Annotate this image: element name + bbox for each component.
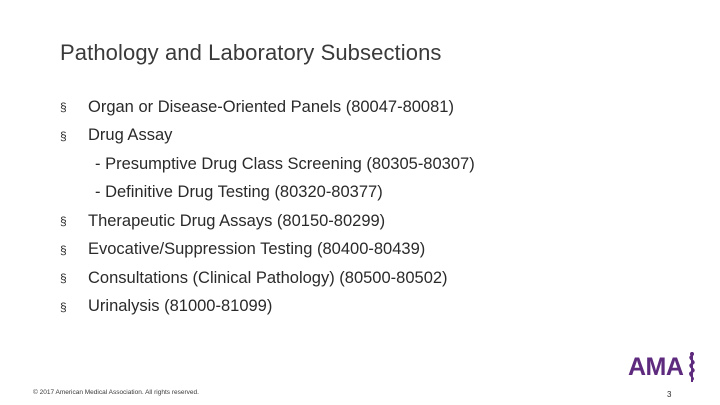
bullet-text: Organ or Disease-Oriented Panels (80047-80081) (88, 97, 454, 116)
bullet-item (60, 122, 680, 151)
bullet-marker: § (60, 214, 67, 229)
bullet-list (60, 93, 680, 321)
copyright-footer: © 2017 American Medical Association. All rights reserved. (33, 389, 199, 396)
logo-text: AMA (628, 353, 684, 381)
sub-bullet-text: - Definitive Drug Testing (80320-80377) (95, 183, 383, 202)
staff-of-asclepius-icon (684, 350, 700, 384)
bullet-item (60, 236, 680, 265)
bullet-marker: § (60, 299, 67, 314)
bullet-marker: § (60, 271, 67, 286)
bullet-text: Therapeutic Drug Assays (80150-80299) (88, 211, 386, 230)
sub-bullet-item (60, 179, 680, 208)
bullet-text: Urinalysis (81000-81099) (88, 297, 273, 316)
slide-title: Pathology and Laboratory Subsections (60, 40, 442, 65)
bullet-item (60, 293, 680, 322)
bullet-marker: § (60, 100, 67, 115)
page-number: 3 (667, 390, 672, 399)
bullet-marker: § (60, 242, 67, 257)
bullet-item (60, 264, 680, 293)
bullet-item (60, 93, 680, 122)
bullet-text: Drug Assay (88, 126, 173, 145)
bullet-marker: § (60, 128, 67, 143)
ama-logo (628, 350, 702, 384)
sub-bullet-text: - Presumptive Drug Class Screening (80305-80307) (95, 154, 475, 173)
sub-bullet-item (60, 150, 680, 179)
bullet-text: Evocative/Suppression Testing (80400-80439) (88, 240, 426, 259)
bullet-item (60, 207, 680, 236)
bullet-text: Consultations (Clinical Pathology) (80500-80502) (88, 268, 448, 287)
